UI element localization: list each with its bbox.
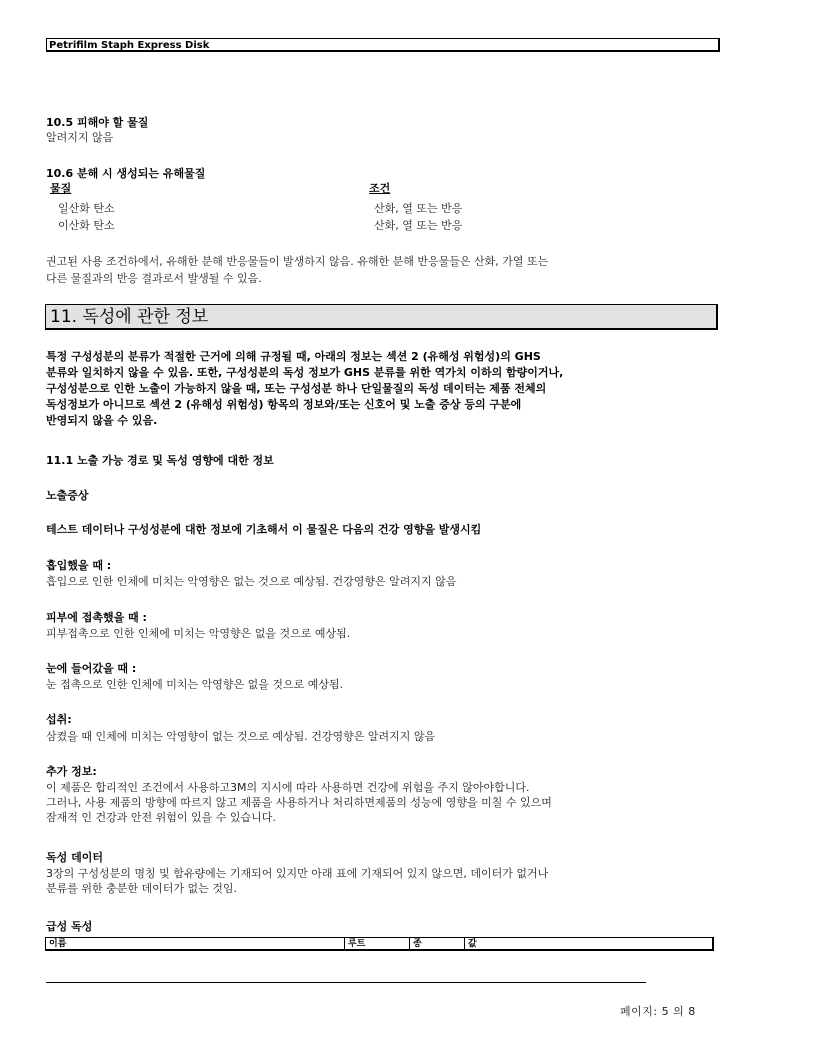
section-11-intro <box>46 349 718 429</box>
column-header-substance: 물질 <box>50 182 72 195</box>
additional-info-text <box>46 780 552 825</box>
section-11-title: 11. 독성에 관한 정보 <box>50 307 209 327</box>
toxicity-data-text <box>46 866 548 896</box>
column-header-route: 루트 <box>344 938 406 950</box>
intro-line: 특정 구성성분의 분류가 적절한 근거에 의해 규정될 때, 아래의 정보는 섹션 2 (유해성 위험성)의 GHS <box>46 350 541 363</box>
ingestion-text: 삼켰을 때 인체에 미치는 악영향이 없는 것으로 예상됨. 건강영향은 알려지지 않음 <box>46 730 436 743</box>
intro-line: 반영되지 않을 수 있음. <box>46 414 158 427</box>
column-header-name: 이름 <box>49 939 67 949</box>
toxicity-data-title: 독성 데이터 <box>46 851 103 864</box>
condition-cell: 산화, 열 또는 반응 <box>374 219 463 232</box>
section-11-1-title: 11.1 노출 가능 경로 및 독성 영향에 대한 정보 <box>46 454 274 467</box>
additional-info-line: 이 제품은 합리적인 조건에서 사용하고3M의 지시에 따라 사용하면 건강에 위험을 주지 않아야합니다. <box>46 781 530 794</box>
section-10-5-title: 10.5 피해야 할 물질 <box>46 116 149 129</box>
decomposition-note-line: 다른 물질과의 반응 결과로서 발생될 수 있음. <box>46 272 262 285</box>
intro-line: 분류와 일치하지 않을 수 있음. 또한, 구성성분의 독성 정보가 GHS 분류를 위한 역가치 이하의 함량이거나, <box>46 366 564 379</box>
page-number: 페이지: 5 의 8 <box>620 1005 696 1018</box>
inhalation-title: 흡입했을 때 : <box>46 559 112 572</box>
toxicity-data-line: 3장의 구성성분의 명칭 및 함유량에는 기재되어 있지만 아래 표에 기재되어 있지 않으면, 데이터가 없거나 <box>46 867 549 880</box>
additional-info-title: 추가 정보: <box>46 765 97 778</box>
intro-line: 독성정보가 아니므로 섹션 2 (유해성 위험성) 항목의 정보와/또는 신호어 및 노출 증상 등의 구분에 <box>46 398 522 411</box>
additional-info-line: 잠재적 인 건강과 안전 위험이 있을 수 있습니다. <box>46 811 276 824</box>
decomposition-note-line: 권고된 사용 조건하에서, 유해한 분해 반응물들이 발생하지 않음. 유해한 분해 반응물들은 산화, 가열 또는 <box>46 255 549 268</box>
substance-cell: 이산화 탄소 <box>58 219 115 232</box>
acute-toxicity-table-header <box>45 937 714 951</box>
column-header-value: 값 <box>464 938 712 950</box>
column-header-condition: 조건 <box>369 182 391 195</box>
eye-contact-title: 눈에 들어갔을 때 : <box>46 662 137 675</box>
section-11-title-bar <box>45 304 718 330</box>
column-header-species: 종 <box>409 938 461 950</box>
eye-contact-text: 눈 접촉으로 인한 인체에 미치는 악영향은 없을 것으로 예상됨. <box>46 678 344 691</box>
ingestion-title: 섭취: <box>46 713 72 726</box>
additional-info-line: 그러나, 사용 제품의 방향에 따르지 않고 제품을 사용하거나 처리하면제품의 성능에 영향을 미칠 수 있으며 <box>46 796 552 809</box>
substance-cell: 일산화 탄소 <box>58 202 115 215</box>
section-10-5-text: 알려지지 않음 <box>46 131 114 144</box>
condition-cell: 산화, 열 또는 반응 <box>374 202 463 215</box>
product-name: Petrifilm Staph Express Disk <box>49 40 210 51</box>
skin-contact-text: 피부접촉으로 인한 인체에 미치는 악영향은 없을 것으로 예상됨. <box>46 627 351 640</box>
test-data-statement: 테스트 데이터나 구성성분에 대한 정보에 기초해서 이 물질은 다음의 건강 영향을 발생시킴 <box>46 523 482 536</box>
document-header <box>46 38 720 52</box>
inhalation-text: 흡입으로 인한 인체에 미치는 악영향은 없는 것으로 예상됨. 건강영향은 알려지지 않음 <box>46 575 457 588</box>
intro-line: 구성성분으로 인한 노출이 가능하지 않을 때, 또는 구성성분 하나 단일물질의 독성 데이터는 제품 전체의 <box>46 382 547 395</box>
section-10-6-title: 10.6 분해 시 생성되는 유해물질 <box>46 167 206 180</box>
skin-contact-title: 피부에 접촉했을 때 : <box>46 611 147 624</box>
symptoms-title: 노출증상 <box>46 489 89 502</box>
footer-divider <box>46 982 646 983</box>
toxicity-data-line: 분류를 위한 충분한 데이터가 없는 것임. <box>46 882 237 895</box>
acute-toxicity-title: 급성 독성 <box>46 920 93 933</box>
